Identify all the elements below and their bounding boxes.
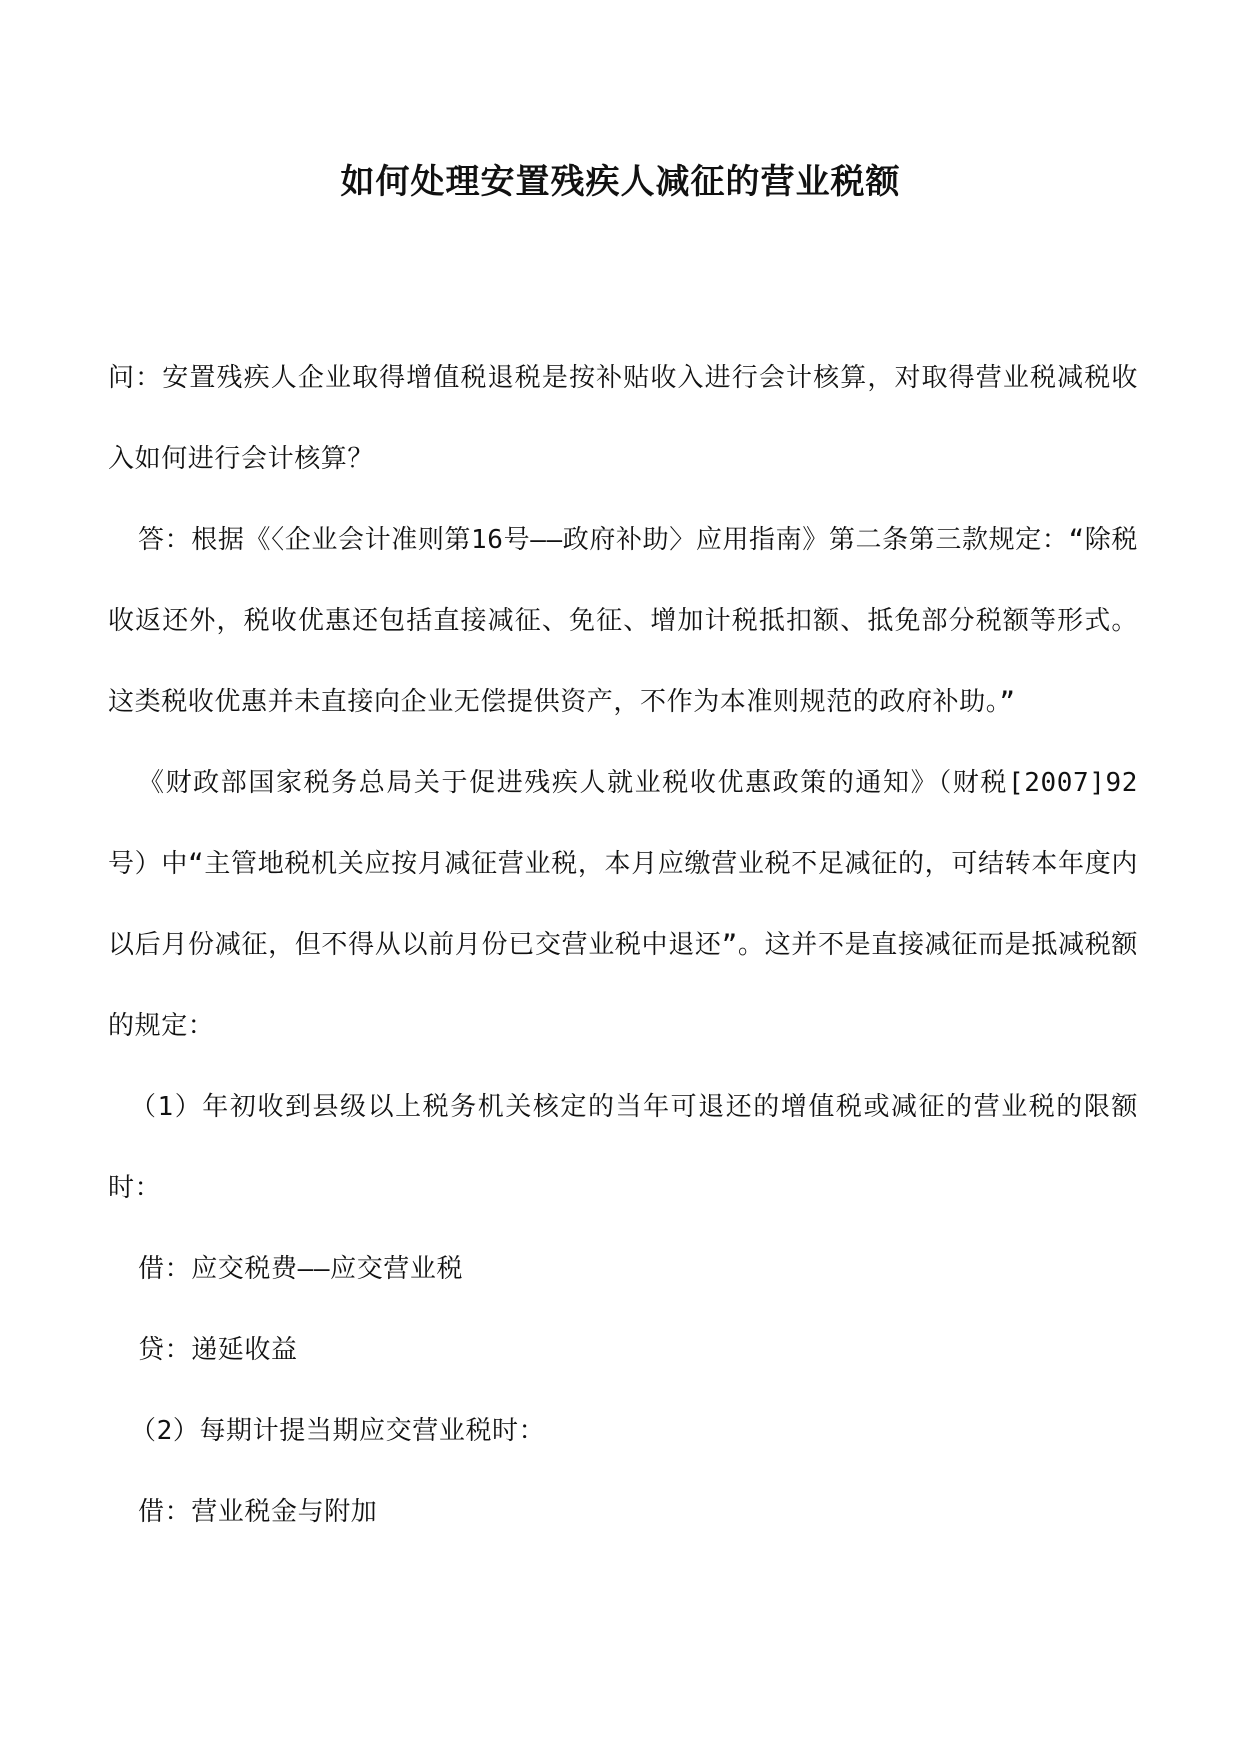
question-paragraph: 问：安置残疾人企业取得增值税退税是按补贴收入进行会计核算，对取得营业税减税收入如何进行会计核算？ <box>108 363 1138 474</box>
debit-entry-1: 借：应交税费——应交营业税 <box>138 1254 464 1284</box>
debit-entry-2: 借：营业税金与附加 <box>138 1497 378 1527</box>
notice-paragraph: 《财政部国家税务总局关于促进残疾人就业税收优惠政策的通知》（财税[2007]92号）中“主管地税机关应按月减征营业税，本月应缴营业税不足减征的，可结转本年度内以后月份减征，但不得从以前月份已交营业税中退还”。这并不是直接减征而是抵减税额的规定： <box>108 768 1138 1041</box>
step-2-paragraph: （2）每期计提当期应交营业税时： <box>130 1416 546 1446</box>
document-body <box>108 338 1138 1553</box>
credit-entry-1: 贷：递延收益 <box>138 1335 298 1365</box>
step-1-paragraph: （1）年初收到县级以上税务机关核定的当年可退还的增值税或减征的营业税的限额时： <box>108 1092 1138 1203</box>
document-title: 如何处理安置残疾人减征的营业税额 <box>340 162 901 202</box>
answer-paragraph: 答：根据《〈企业会计准则第16号——政府补助〉应用指南》第二条第三款规定：“除税收返还外，税收优惠还包括直接减征、免征、增加计税抵扣额、抵免部分税额等形式。这类税收优惠并未直接向企业无偿提供资产，不作为本准则规范的政府补助。” <box>108 525 1138 717</box>
